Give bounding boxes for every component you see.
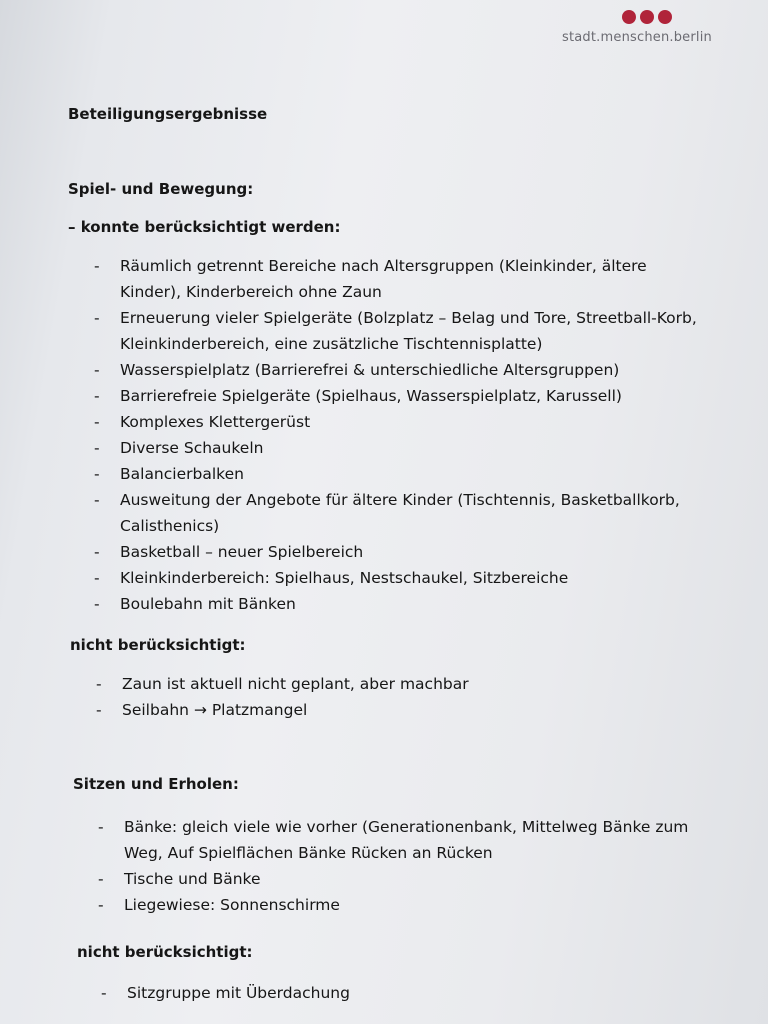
list-item: - Erneuerung vieler Spielgeräte (Bolzplatz – Belag und Tore, Streetball-Korb, Kleinkinderbereich, eine zusätzliche Tischtennisplatte) — [94, 305, 704, 357]
section-heading-play: Spiel- und Bewegung: — [68, 180, 254, 198]
list-item: - Bänke: gleich viele wie vorher (Generationenbank, Mittelweg Bänke zum Weg, Auf Spielflächen Bänke Rücken an Rücken — [98, 814, 698, 866]
considered-heading-play: – konnte berücksichtigt werden: — [68, 218, 341, 236]
not-considered-heading-seating: nicht berücksichtigt: — [77, 943, 253, 961]
list-item: - Wasserspielplatz (Barrierefrei & unterschiedliche Altersgruppen) — [94, 357, 704, 383]
logo-dot-icon — [640, 10, 654, 24]
not-considered-list-seating — [101, 980, 701, 1006]
section-heading-seating: Sitzen und Erholen: — [73, 775, 239, 793]
list-item: - Basketball – neuer Spielbereich — [94, 539, 704, 565]
list-item: - Ausweitung der Angebote für ältere Kinder (Tischtennis, Basketballkorb, Calisthenics) — [94, 487, 704, 539]
list-item: - Diverse Schaukeln — [94, 435, 704, 461]
considered-list-play — [94, 253, 704, 617]
list-item: - Komplexes Klettergerüst — [94, 409, 704, 435]
list-item: - Sitzgruppe mit Überdachung — [101, 980, 701, 1006]
considered-list-seating — [98, 814, 698, 918]
list-item: - Boulebahn mit Bänken — [94, 591, 704, 617]
logo — [562, 10, 712, 45]
list-item: - Zaun ist aktuell nicht geplant, aber machbar — [96, 671, 696, 697]
not-considered-heading-play: nicht berücksichtigt: — [70, 636, 246, 654]
list-item: - Tische und Bänke — [98, 866, 698, 892]
document-title: Beteiligungsergebnisse — [68, 105, 268, 123]
list-item: - Barrierefreie Spielgeräte (Spielhaus, Wasserspielplatz, Karussell) — [94, 383, 704, 409]
logo-mark-icon — [562, 10, 672, 24]
list-item: - Liegewiese: Sonnenschirme — [98, 892, 698, 918]
list-item: - Seilbahn → Platzmangel — [96, 697, 696, 723]
list-item: - Räumlich getrennt Bereiche nach Altersgruppen (Kleinkinder, ältere Kinder), Kinderbereich ohne Zaun — [94, 253, 704, 305]
list-item: - Balancierbalken — [94, 461, 704, 487]
logo-dot-icon — [658, 10, 672, 24]
logo-dot-icon — [622, 10, 636, 24]
not-considered-list-play — [96, 671, 696, 723]
logo-text: stadt.menschen.berlin — [561, 30, 712, 45]
list-item: - Kleinkinderbereich: Spielhaus, Nestschaukel, Sitzbereiche — [94, 565, 704, 591]
